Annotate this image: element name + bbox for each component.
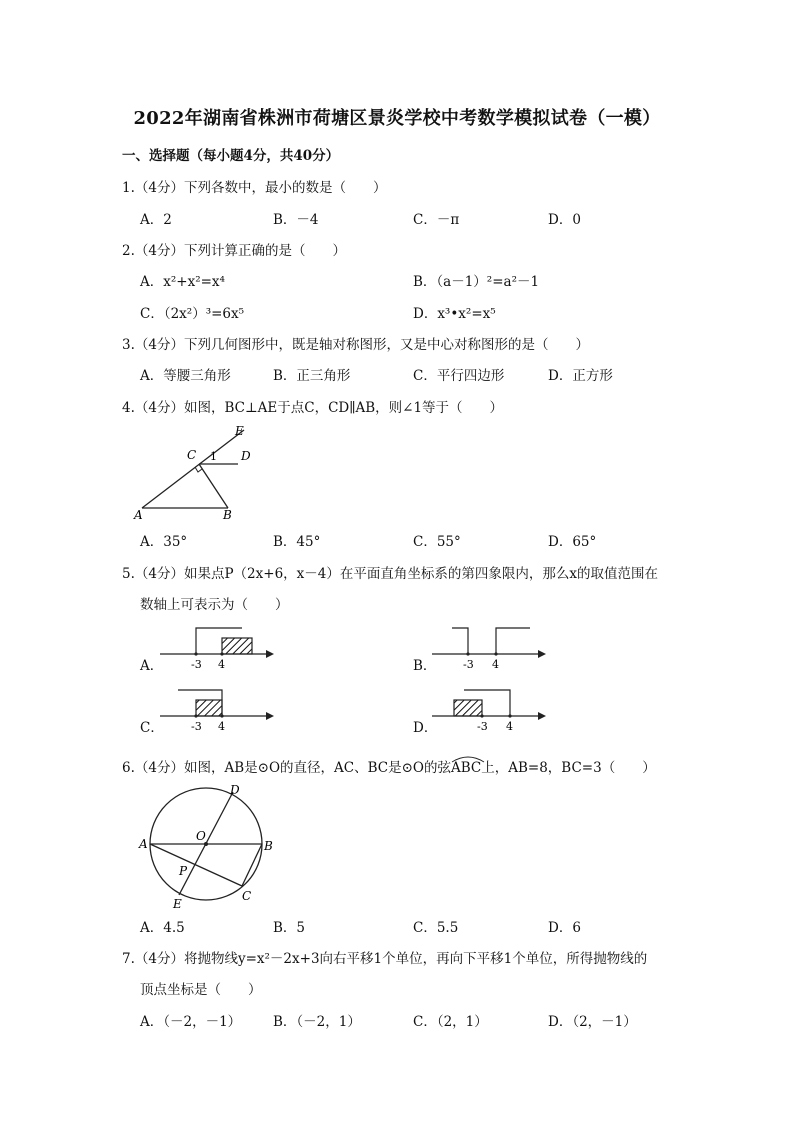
q4-option-c: C．55°: [413, 534, 461, 550]
chord-bc: [242, 844, 262, 886]
q7-option-a: A．（－2，－1）: [140, 1014, 242, 1030]
q5-option-d: D．: [413, 720, 438, 736]
tick-4: 4: [218, 720, 225, 733]
tick-neg3: -3: [191, 720, 202, 733]
tick-4: 4: [218, 658, 225, 671]
q4-figure: [130, 422, 270, 522]
q5-option-b: B．: [413, 658, 437, 674]
q1-option-d: D．0: [548, 212, 581, 228]
label-a: A: [134, 508, 143, 522]
label-angle-1: 1: [210, 450, 217, 463]
label-a: A: [139, 837, 148, 851]
q6-stem-pre: 6.（4分）如图，AB是⊙O的直径，AC、BC是⊙O的弦: [122, 760, 451, 776]
q6-option-c: C．5.5: [413, 920, 459, 936]
q7-option-d: D．（2，－1）: [548, 1014, 637, 1030]
question-4-stem: 4.（4分）如图，BC⊥AE于点C，CD∥AB，则∠1等于（ ）: [122, 400, 504, 416]
q3-option-a: A．等腰三角形: [140, 368, 231, 384]
q2-option-b: B．（a－1）²=a²－1: [413, 274, 540, 290]
question-1-stem: 1.（4分）下列各数中，最小的数是（ ）: [122, 180, 387, 196]
q2-option-d: D．x³•x²=x⁵: [413, 306, 496, 322]
q1-option-b: B．－4: [273, 212, 319, 228]
q7-option-b: B．（－2，1）: [273, 1014, 361, 1030]
q3-option-d: D．正方形: [548, 368, 613, 384]
label-o: O: [196, 829, 206, 843]
q4-option-b: B．45°: [273, 534, 321, 550]
q6-figure: [136, 782, 286, 910]
q2-option-a: A．x²+x²=x⁴: [140, 274, 225, 290]
q3-option-c: C．平行四边形: [413, 368, 505, 384]
q5-option-a: A．: [140, 658, 164, 674]
question-5-stem-line1: 5.（4分）如果点P（2x+6，x－4）在平面直角坐标系的第四象限内，那么x的取值范围在: [122, 566, 658, 582]
label-d: D: [230, 783, 240, 797]
q6-option-d: D．6: [548, 920, 581, 936]
line-ae: [142, 430, 244, 508]
q5-option-c: C．: [140, 720, 164, 736]
q3-option-b: B．正三角形: [273, 368, 351, 384]
question-6-stem: [122, 756, 656, 776]
section-heading: 一、选择题（每小题4分，共40分）: [122, 148, 340, 164]
label-b: B: [264, 839, 273, 853]
q2-option-c: C．（2x²）³=6x⁵: [140, 306, 245, 322]
q4-option-a: A．35°: [140, 534, 188, 550]
label-p: P: [179, 864, 188, 878]
question-7-stem-line2: 顶点坐标是（ ）: [140, 982, 262, 998]
q7-option-c: C．（2，1）: [413, 1014, 488, 1030]
q1-option-a: A．2: [140, 212, 172, 228]
q5-number-line-a: [160, 620, 280, 672]
label-e: E: [173, 897, 182, 911]
question-2-stem: 2.（4分）下列计算正确的是（ ）: [122, 243, 346, 259]
tick-4: 4: [492, 658, 499, 671]
label-b: B: [223, 508, 232, 522]
q1-option-c: C．－π: [413, 212, 460, 228]
label-c: C: [242, 889, 252, 903]
q4-option-d: D．65°: [548, 534, 597, 550]
question-3-stem: 3.（4分）下列几何图形中，既是轴对称图形，又是中心对称图形的是（ ）: [122, 337, 589, 353]
q6-stem-post: 上，AB=8，BC=3（ ）: [481, 760, 656, 776]
label-c: C: [187, 448, 197, 462]
question-5-stem-line2: 数轴上可表示为（ ）: [140, 597, 289, 613]
chord-ac: [150, 844, 242, 886]
label-e: E: [235, 424, 244, 438]
tick-neg3: -3: [463, 658, 474, 671]
q6-option-a: A．4.5: [140, 920, 185, 936]
label-d: D: [241, 449, 251, 463]
q5-number-line-d: [432, 682, 552, 734]
tick-neg3: -3: [191, 658, 202, 671]
tick-4: 4: [506, 720, 513, 733]
question-7-stem-line1: 7.（4分）将抛物线y=x²－2x+3向右平移1个单位，再向下平移1个单位，所得抛物线的: [122, 951, 648, 967]
q6-option-b: B．5: [273, 920, 306, 936]
page-title: 2022年湖南省株洲市荷塘区景炎学校中考数学模拟试卷（一模）: [133, 108, 661, 129]
tick-neg3: -3: [477, 720, 488, 733]
q5-number-line-b: [432, 620, 552, 672]
line-bc: [199, 464, 228, 508]
q6-arc-abc: ABC: [451, 760, 481, 776]
q5-number-line-c: [160, 682, 280, 734]
